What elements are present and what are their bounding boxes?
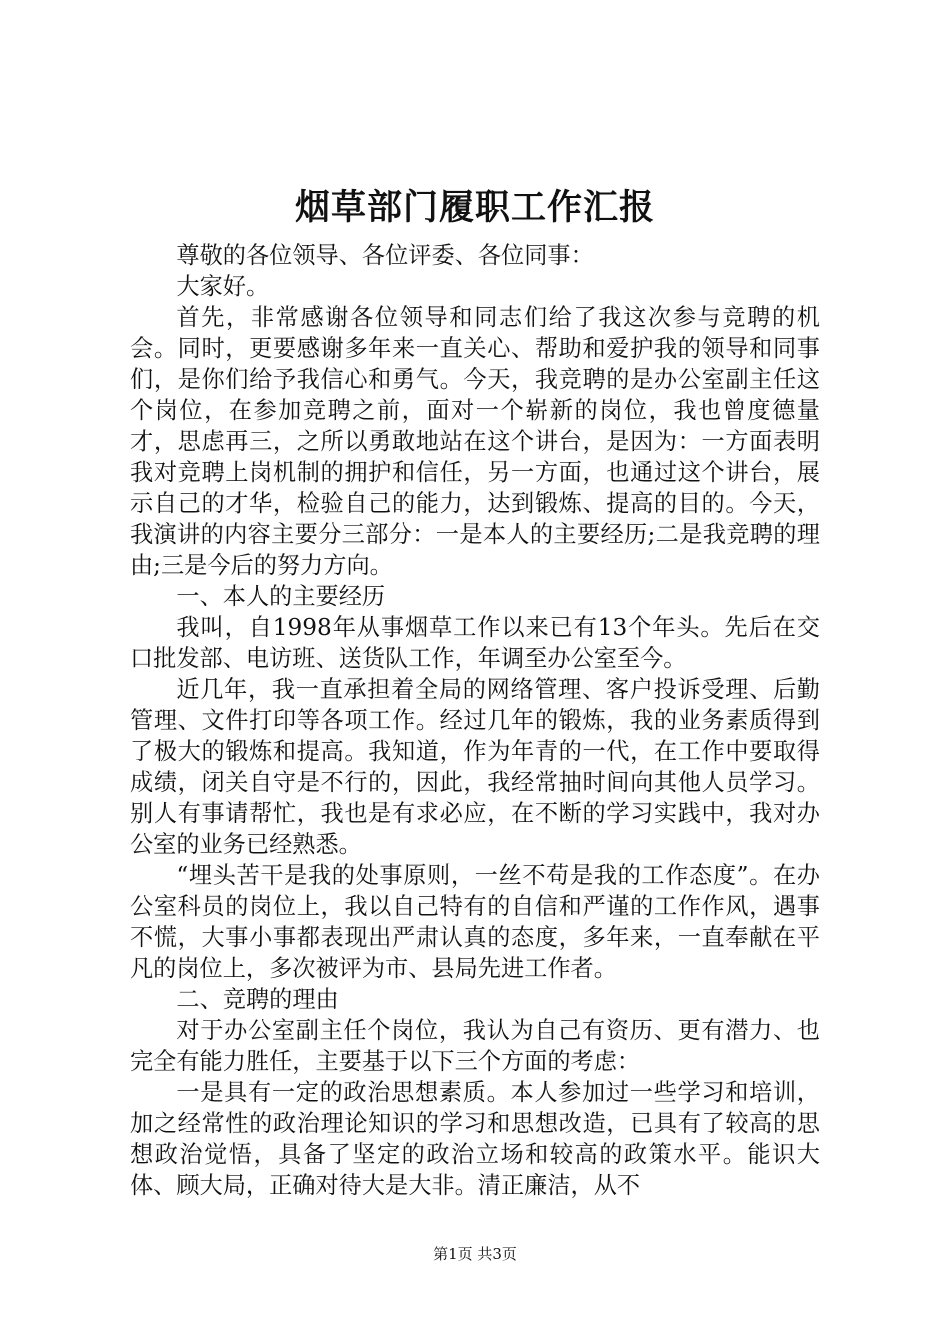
document-body xyxy=(130,240,820,1201)
paragraph-reason-one: 一是具有一定的政治思想素质。本人参加过一些学习和培训，加之经常性的政治理论知识的学习和思想改造，已具有了较高的思想政治觉悟，具备了坚定的政治立场和较高的政策水平。能识大体、顾大局，正确对待大是大非。清正廉洁，从不 xyxy=(130,1079,820,1199)
paragraph-work-principle: “埋头苦干是我的处事原则，一丝不苟是我的工作态度”。在办公室科员的岗位上，我以自己特有的自信和严谨的工作作风，遇事不慌，大事小事都表现出严肃认真的态度，多年来，一直奉献在平凡的岗位上，多次被评为市、县局先进工作者。 xyxy=(130,862,820,982)
paragraph-reasons-intro: 对于办公室副主任个岗位，我认为自己有资历、更有潜力、也完全有能力胜任，主要基于以下三个方面的考虑： xyxy=(130,1017,820,1075)
paragraph-opening: 首先，非常感谢各位领导和同志们给了我这次参与竞聘的机会。同时，更要感谢多年来一直关心、帮助和爱护我的领导和同事们，是你们给予我信心和勇气。今天，我竞聘的是办公室副主任这个岗位，在参加竞聘之前，面对一个崭新的岗位，我也曾度德量才，思虑再三，之所以勇敢地站在这个讲台，是因为：一方面表明我对竞聘上岗机制的拥护和信任，另一方面，也通过这个讲台，展示自己的才华，检验自己的能力，达到锻炼、提高的目的。今天，我演讲的内容主要分三部分：一是本人的主要经历;二是我竞聘的理由;三是今后的努力方向。 xyxy=(130,304,820,579)
document-title: 烟草部门履职工作汇报 xyxy=(294,187,655,228)
section-heading-reasons: 二、竞聘的理由 xyxy=(176,986,339,1013)
salutation: 尊敬的各位领导、各位评委、各位同事： xyxy=(176,242,594,269)
paragraph-experience-intro: 我叫，自1998年从事烟草工作以来已有13个年头。先后在交口批发部、电访班、送货队工作，年调至办公室至今。 xyxy=(130,614,820,672)
paragraph-recent-work: 近几年，我一直承担着全局的网络管理、客户投诉受理、后勤管理、文件打印等各项工作。经过几年的锻炼，我的业务素质得到了极大的锻炼和提高。我知道，作为年青的一代，在工作中要取得成绩，闭关自守是不行的，因此，我经常抽时间向其他人员学习。别人有事请帮忙，我也是有求必应，在不断的学习实践中，我对办公室的业务已经熟悉。 xyxy=(130,676,820,858)
page-number-footer: 第1页 共3页 xyxy=(433,1245,517,1263)
section-heading-experience: 一、本人的主要经历 xyxy=(176,583,386,610)
greeting: 大家好。 xyxy=(176,273,270,300)
